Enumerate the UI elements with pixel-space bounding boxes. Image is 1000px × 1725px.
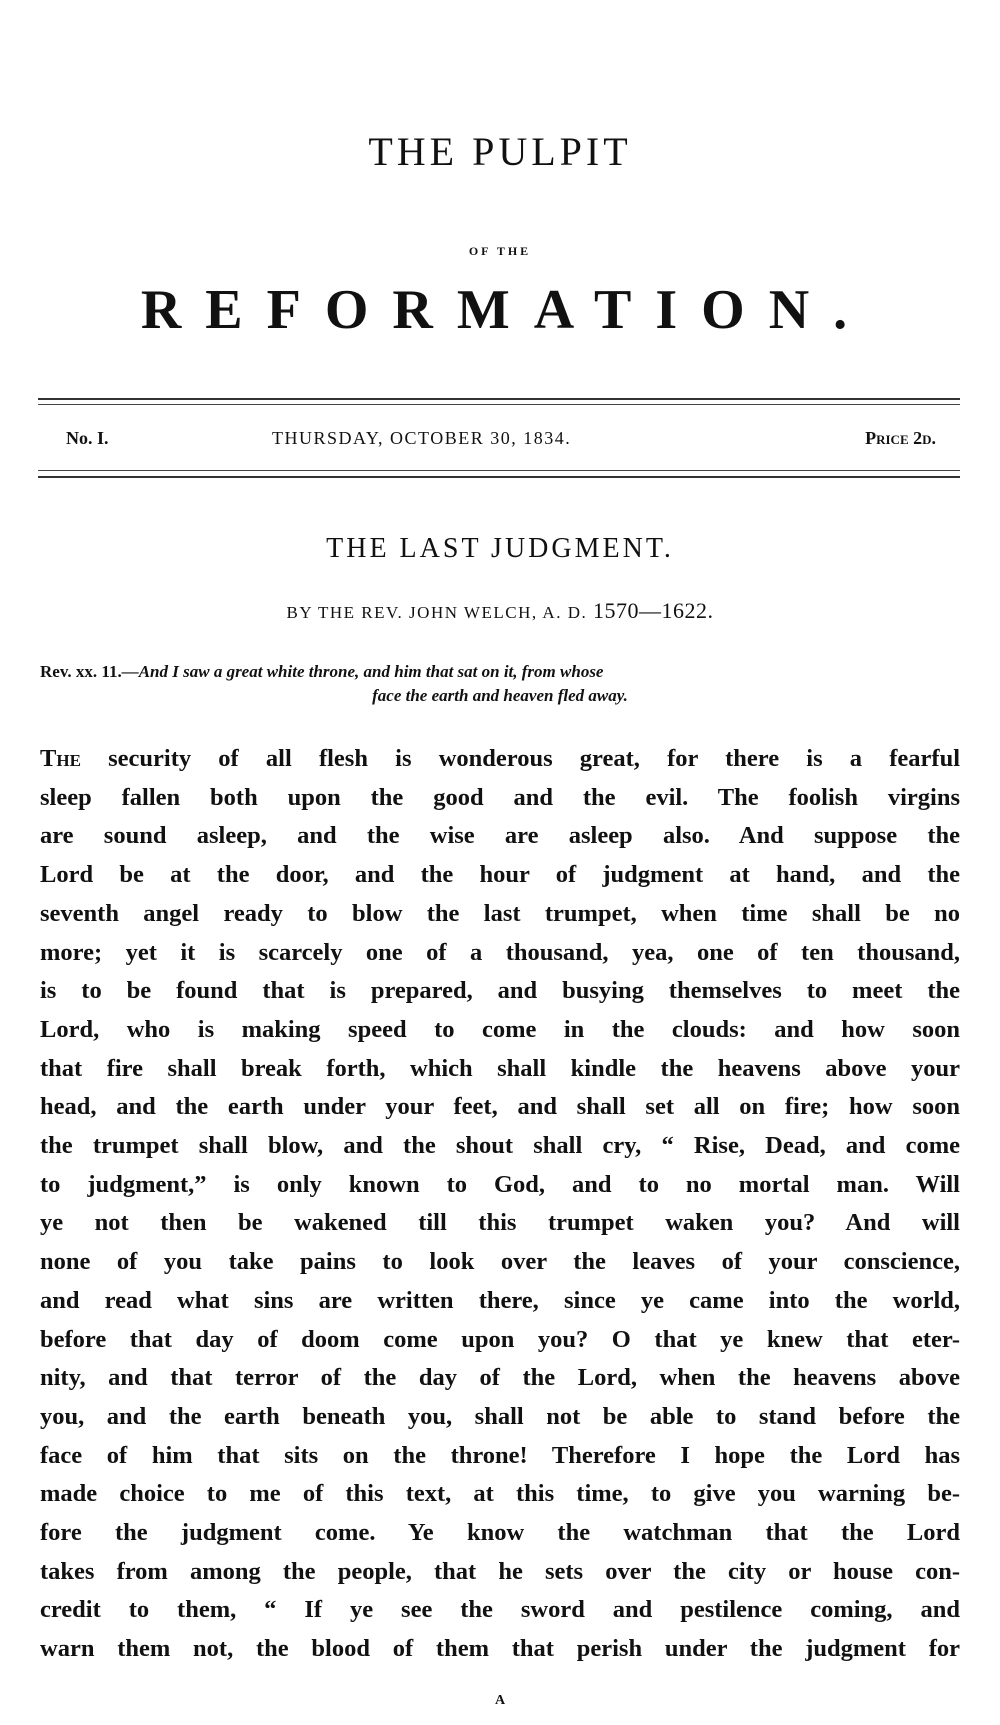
issue-number: No. I. bbox=[66, 428, 109, 448]
masthead-info-row bbox=[66, 428, 936, 458]
body-line: head, and the earth under your feet, and shall set all on fire; how soon bbox=[40, 1093, 960, 1121]
masthead-rule-bottom-thin bbox=[38, 470, 960, 471]
body-line: face of him that sits on the throne! Therefore I hope the Lord has bbox=[40, 1441, 960, 1469]
epigraph-text-1: —And I saw a great white throne, and him that sat on it, from whose bbox=[121, 662, 604, 681]
issue-price: Price 2d. bbox=[865, 428, 936, 448]
epigraph-line-1 bbox=[40, 660, 960, 684]
body-line: and read what sins are written there, since ye came into the world, bbox=[40, 1286, 960, 1314]
body-line: Lord, who is making speed to come in the clouds: and how soon bbox=[40, 1015, 960, 1043]
body-line: warn them not, the blood of them that perish under the judgment for bbox=[40, 1635, 960, 1663]
masthead-title-main: REFORMATION. bbox=[140, 279, 872, 341]
article-byline bbox=[0, 598, 1000, 624]
body-line: the trumpet shall blow, and the shout shall cry, “ Rise, Dead, and come bbox=[40, 1132, 960, 1160]
masthead-rule-top bbox=[38, 398, 960, 400]
body-line: fore the judgment come. Ye know the watchman that the Lord bbox=[40, 1519, 960, 1547]
body-line: takes from among the people, that he sets over the city or house con- bbox=[40, 1557, 960, 1585]
epigraph-reference: Rev. xx. 11. bbox=[40, 662, 122, 681]
body-line: ye not then be wakened till this trumpet waken you? And will bbox=[40, 1209, 960, 1237]
masthead-title-top: THE PULPIT bbox=[368, 129, 632, 174]
article-title: THE LAST JUDGMENT. bbox=[326, 533, 674, 564]
body-line: made choice to me of this text, at this time, to give you warning be- bbox=[40, 1480, 960, 1508]
body-line: seventh angel ready to blow the last trumpet, when time shall be no bbox=[40, 899, 960, 927]
byline-years: 1570—1622. bbox=[592, 598, 714, 623]
byline-author: BY THE REV. JOHN WELCH, A. D. bbox=[286, 603, 588, 622]
body-line: sleep fallen both upon the good and the evil. The foolish virgins bbox=[40, 783, 960, 811]
body-line-text: security of all flesh is wonderous great, for there is a fearful bbox=[108, 745, 961, 772]
body-first-word: The bbox=[40, 745, 81, 772]
body-line: Lord be at the door, and the hour of judgment at hand, and the bbox=[40, 861, 960, 889]
body-line: that fire shall break forth, which shall kindle the heavens above your bbox=[40, 1054, 960, 1082]
body-line: none of you take pains to look over the leaves of your conscience, bbox=[40, 1248, 960, 1276]
masthead-rule-bottom bbox=[38, 476, 960, 478]
issue-date: THURSDAY, OCTOBER 30, 1834. bbox=[272, 428, 572, 448]
body-line: you, and the earth beneath you, shall not be able to stand before the bbox=[40, 1402, 960, 1430]
body-line: credit to them, “ If ye see the sword and pestilence coming, and bbox=[40, 1596, 960, 1624]
body-line: are sound asleep, and the wise are asleep also. And suppose the bbox=[40, 822, 960, 850]
body-line: more; yet it is scarcely one of a thousand, yea, one of ten thousand, bbox=[40, 938, 960, 966]
body-line bbox=[40, 740, 960, 779]
scripture-epigraph bbox=[40, 660, 960, 708]
body-line: is to be found that is prepared, and busying themselves to meet the bbox=[40, 977, 960, 1005]
body-line: before that day of doom come upon you? O that ye knew that eter- bbox=[40, 1325, 960, 1353]
body-line: to judgment,” is only known to God, and to no mortal man. Will bbox=[40, 1170, 960, 1198]
masthead-title-connector: OF THE bbox=[468, 244, 532, 258]
masthead-rule-top-thin bbox=[38, 404, 960, 405]
printer-signature-mark: A bbox=[494, 1693, 506, 1708]
article-body bbox=[40, 740, 960, 1669]
body-line: nity, and that terror of the day of the Lord, when the heavens above bbox=[40, 1364, 960, 1392]
epigraph-line-2: face the earth and heaven fled away. bbox=[372, 686, 628, 705]
